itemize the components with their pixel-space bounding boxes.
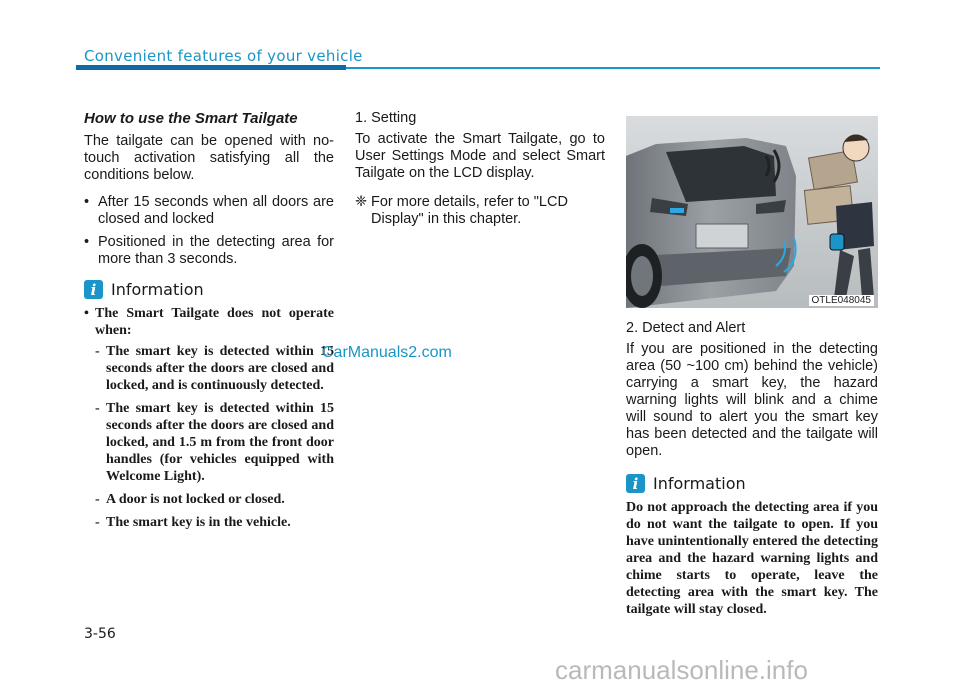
info-header xyxy=(626,474,878,493)
header-title: Convenient features of your vehicle xyxy=(84,47,363,65)
setting-text: To activate the Smart Tailgate, go to User Settings Mode and select Smart Tailgate on the LCD display. xyxy=(355,131,605,181)
car-and-person-image xyxy=(626,116,878,308)
info-icon: i xyxy=(626,474,645,493)
info-dash-item: - The smart key is in the vehicle. xyxy=(95,515,291,530)
intro-text: The tailgate can be opened with no-touch activation satisfying all the conditions below. xyxy=(84,133,334,183)
header-rule-light xyxy=(346,67,880,69)
condition-list xyxy=(84,194,334,268)
detect-text: If you are positioned in the detecting area (50 ~100 cm) behind the vehicle) carrying a smart key, the hazard warning lights will blink and a chime will sound to alert you the smart key has been detected and the tailgate will open. xyxy=(626,341,878,459)
info-icon: i xyxy=(84,280,103,299)
section-title: How to use the Smart Tailgate xyxy=(84,110,298,127)
figure-code: OTLE048045 xyxy=(809,295,875,306)
setting-heading: 1. Setting xyxy=(355,110,417,126)
info-warning-text: Do not approach the detecting area if you do not want the tailgate to open. If you have unintentionally entered the detecting area and the hazard warning lights and chime starts to operate, leave the detecting area with the smart key. The tailgate will stay closed. xyxy=(626,500,878,617)
info-title: Information xyxy=(653,474,746,493)
column-left xyxy=(84,110,334,537)
condition-item: • Positioned in the detecting area for more than 3 seconds. xyxy=(84,234,334,268)
note-mark-icon: ❈ xyxy=(355,194,368,210)
column-middle xyxy=(355,110,605,228)
info-header xyxy=(84,280,334,299)
condition-item: • After 15 seconds when all doors are closed and locked xyxy=(84,194,334,228)
info-title: Information xyxy=(111,280,204,299)
lcd-note: ❈ For more details, refer to "LCD Display" in this chapter. xyxy=(355,194,568,227)
watermark-site[interactable]: carmanualsonline.info xyxy=(555,655,808,685)
watermark-carmanuals[interactable]: CarManuals2.com xyxy=(322,344,452,361)
info-dash-item: - The smart key is detected within 15 seconds after the doors are closed and locked, and is continuously detected. xyxy=(95,344,334,393)
header-rule-dark xyxy=(76,65,346,70)
smart-tailgate-illustration xyxy=(626,116,878,308)
info-dash-item: - A door is not locked or closed. xyxy=(95,492,285,507)
info-main-text: • The Smart Tailgate does not operate when: xyxy=(84,305,334,339)
column-right xyxy=(626,116,878,618)
page-number: 3-56 xyxy=(84,626,116,642)
info-dash-item: - The smart key is detected within 15 seconds after the doors are closed and locked, and 1.5 m from the front door handles (for vehicles equipped with Welcome Light). xyxy=(95,401,334,484)
detect-heading: 2. Detect and Alert xyxy=(626,320,746,336)
